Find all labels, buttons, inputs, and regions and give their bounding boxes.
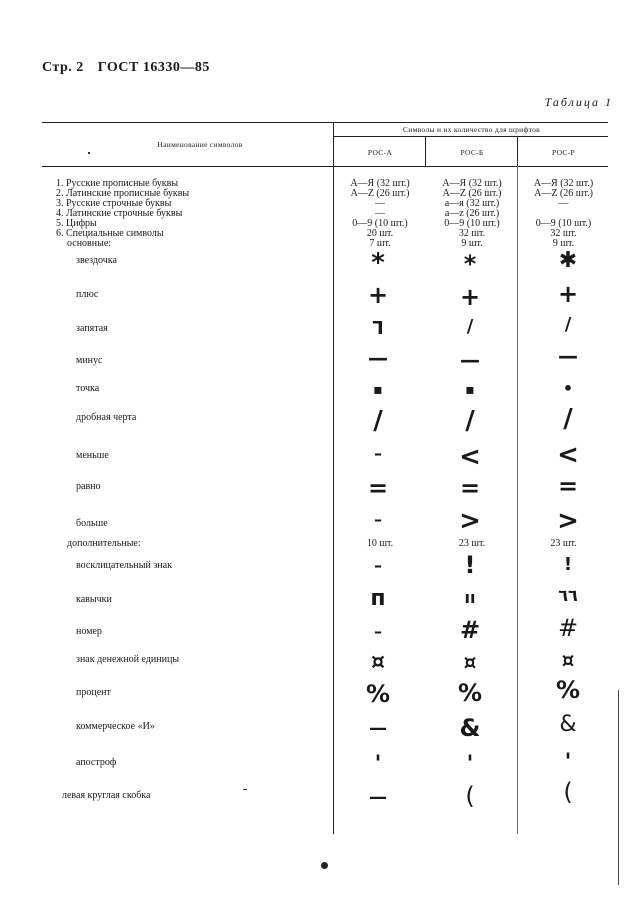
symbol-name: кавычки xyxy=(76,594,112,605)
comma-p: / xyxy=(564,314,572,335)
plus-b: + xyxy=(459,283,481,311)
col-divider-3 xyxy=(517,136,518,166)
cell: 0—9 (10 шт.) xyxy=(444,218,500,229)
cell: a—z (26 шт.) xyxy=(444,208,500,219)
additional-count-p: 23 шт. xyxy=(550,538,577,549)
equals-a: = xyxy=(367,474,389,502)
group-1-font-b xyxy=(427,179,517,249)
dot-p: • xyxy=(562,379,574,398)
font-p-header: РОС-Р xyxy=(552,148,575,157)
symbol-name: коммерческое «И» xyxy=(76,721,155,732)
currency-p: ¤ xyxy=(561,648,575,672)
cell: А—Я (32 шт.) xyxy=(350,178,410,189)
symbol-name: восклицательный знак xyxy=(76,560,172,571)
cell: — xyxy=(375,198,385,209)
dot-b: ▪ xyxy=(465,382,475,398)
group-1-font-p xyxy=(519,179,608,249)
cell: A—Z (26 шт.) xyxy=(350,188,410,199)
symbol-name: процент xyxy=(76,687,111,698)
table-header-bottom-rule xyxy=(42,166,608,167)
cell: А—Я (32 шт.) xyxy=(533,178,594,189)
percent-b: % xyxy=(457,679,483,707)
quotes-a: п xyxy=(370,586,386,611)
additional-count-b: 23 шт. xyxy=(458,538,486,549)
symbol-name: звездочка xyxy=(76,255,117,266)
cell: 7 шт. xyxy=(369,238,391,249)
list-item: основные: xyxy=(67,238,112,249)
comma-b: / xyxy=(466,316,474,337)
cell: а—я (32 шт.) xyxy=(444,198,500,209)
slash-a: / xyxy=(373,406,383,436)
ampersand-a: — xyxy=(369,718,387,739)
symbol-name: минус xyxy=(76,355,103,366)
col-divider-2 xyxy=(425,136,426,166)
currency-b: ¤ xyxy=(463,650,477,674)
currency-a: ¤ xyxy=(371,650,385,675)
greater-p: > xyxy=(557,506,579,536)
exclamation-p: ! xyxy=(563,554,573,575)
symbol-name: меньше xyxy=(76,450,109,461)
symbol-name: апостроф xyxy=(76,757,117,768)
group-1-font-a xyxy=(335,179,425,249)
cell: A—Z (26 шт.) xyxy=(534,188,593,199)
plus-a: + xyxy=(367,281,389,309)
name-column-header: Наименование символов xyxy=(157,140,243,149)
cell: 0—9 (10 шт.) xyxy=(535,218,592,229)
quotes-p: ٦٦ xyxy=(558,586,578,605)
cell: 9 шт. xyxy=(461,238,483,249)
slash-b: / xyxy=(465,406,475,436)
cell: 32 шт. xyxy=(550,228,577,239)
cell: А—Я (32 шт.) xyxy=(442,178,502,189)
less-b: < xyxy=(459,442,481,472)
asterisk-a: * xyxy=(371,248,385,278)
list-item: 2. Латинские прописные буквы xyxy=(56,188,190,199)
table-top-rule xyxy=(42,122,608,123)
minus-a: — xyxy=(368,346,388,370)
symbol-name: плюс xyxy=(76,289,99,300)
number-sign-p: # xyxy=(557,614,579,642)
plus-p: + xyxy=(557,280,579,308)
percent-p: % xyxy=(555,676,581,704)
left-paren-b: ( xyxy=(465,782,475,810)
symbol-name: номер xyxy=(76,626,102,637)
list-item: 6. Специальные символы xyxy=(56,228,164,239)
cell: 0—9 (10 шт.) xyxy=(352,218,408,229)
list-item: 4. Латинские строчные буквы xyxy=(56,208,183,219)
symbol-name: дробная черта xyxy=(76,412,137,423)
symbol-name: равно xyxy=(76,481,101,492)
percent-a: % xyxy=(365,680,391,708)
symbol-name: знак денежной единицы xyxy=(76,654,180,665)
ampersand-b: & xyxy=(459,714,481,742)
dot-a: ▪ xyxy=(373,382,383,398)
col-divider-3-lower xyxy=(517,166,518,834)
greater-b: > xyxy=(459,506,481,536)
page-number: Стр. 2 xyxy=(42,60,84,75)
less-p: < xyxy=(557,440,579,470)
minus-p: — xyxy=(558,344,578,368)
apostrophe-a: ' xyxy=(374,752,382,777)
exclamation-a: – xyxy=(374,556,382,575)
cell: — xyxy=(558,198,569,209)
comma-a: ᒣ xyxy=(372,318,384,339)
font-a-header: РОС-А xyxy=(367,148,393,157)
table-label: Таблица 1 xyxy=(544,95,613,109)
apostrophe-b: ' xyxy=(466,752,474,777)
gost-number: ГОСТ 16330—85 xyxy=(97,60,210,75)
col-divider-1 xyxy=(333,122,334,834)
asterisk-b: * xyxy=(463,250,477,278)
number-sign-a: – xyxy=(374,622,382,641)
additional-count-a: 10 шт. xyxy=(366,538,394,549)
exclamation-b: ! xyxy=(464,551,476,579)
asterisk-p: ✱ xyxy=(558,248,578,273)
scan-edge-mark xyxy=(618,690,619,885)
cell: 32 шт. xyxy=(458,228,486,239)
symbol-name: точка xyxy=(76,383,100,394)
left-paren-a: — xyxy=(369,787,387,808)
page-dot xyxy=(321,862,328,869)
minus-b: — xyxy=(460,348,480,372)
group-header-rule xyxy=(333,136,608,137)
cell: — xyxy=(375,208,385,219)
less-a: – xyxy=(374,444,382,463)
apostrophe-p: ' xyxy=(564,750,572,775)
cell: 20 шт. xyxy=(366,228,394,239)
list-item: 3. Русские строчные буквы xyxy=(56,198,172,209)
greater-a: – xyxy=(374,510,382,529)
symbol-name: левая круглая скобка xyxy=(62,790,151,801)
page-header xyxy=(42,60,210,76)
list-item: 5. Цифры xyxy=(56,218,97,229)
left-paren-p: ( xyxy=(563,778,573,806)
font-b-header: РОС-Б xyxy=(460,148,484,157)
symbol-name: больше xyxy=(76,518,108,529)
symbol-name: запятая xyxy=(76,323,108,334)
equals-b: = xyxy=(459,474,481,502)
stray-mark xyxy=(243,789,247,790)
list-item: 1. Русские прописные буквы xyxy=(56,178,179,189)
additional-label: дополнительные: xyxy=(67,538,141,549)
cell: 9 шт. xyxy=(552,238,575,249)
cell: A—Z (26 шт.) xyxy=(442,188,502,199)
header-dot xyxy=(88,152,90,154)
group-column-header: Символы и их количество для шрифтов xyxy=(402,125,541,134)
slash-p: / xyxy=(563,404,573,434)
ampersand-p: & xyxy=(559,712,577,737)
number-sign-b: # xyxy=(459,616,481,644)
equals-p: = xyxy=(557,472,579,500)
quotes-b: ıı xyxy=(464,588,476,607)
group-1-names xyxy=(56,179,189,249)
